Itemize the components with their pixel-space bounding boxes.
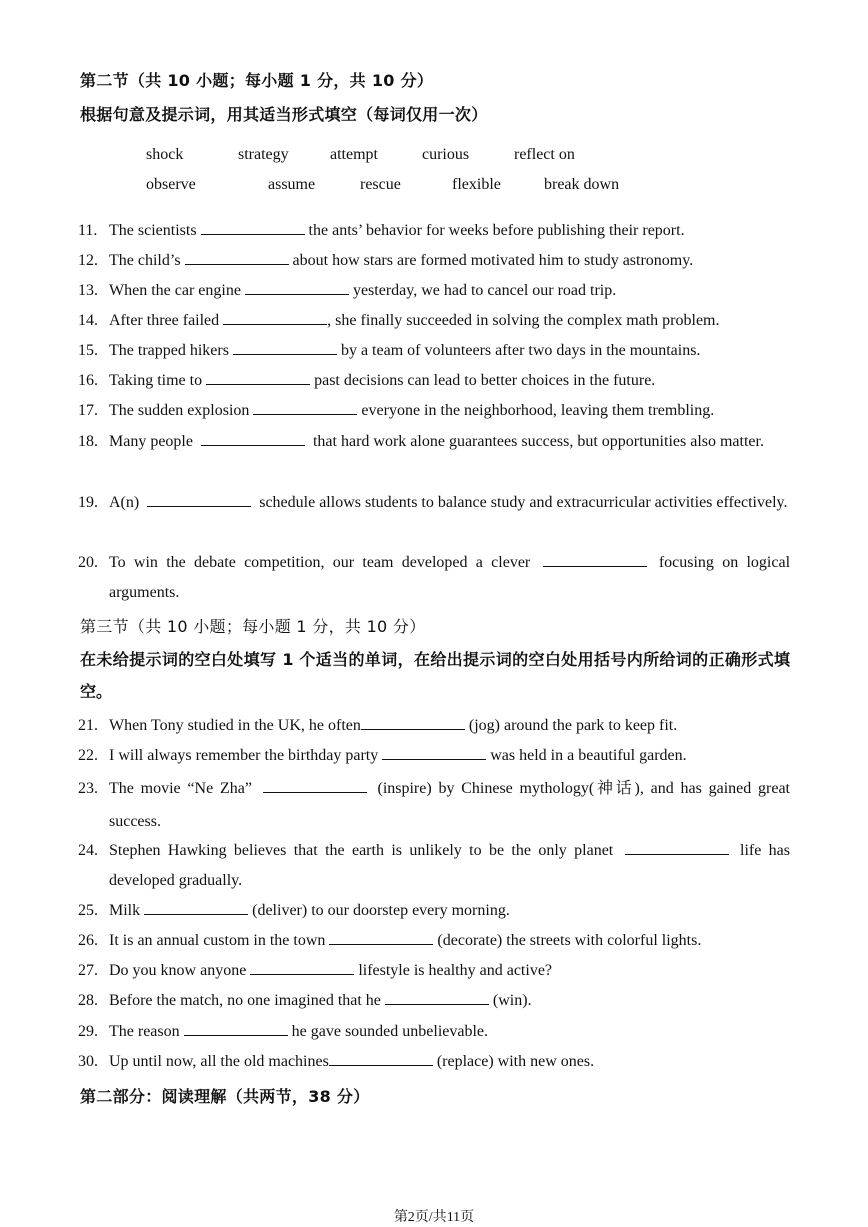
question-number: 21. — [78, 717, 98, 734]
question-text: schedule allows students to balance study and extracurricular activities effectively. — [259, 494, 788, 511]
word-bank-item: strategy — [238, 146, 289, 163]
question-number: 12. — [78, 252, 98, 269]
question-text: yesterday, we had to cancel our road trip. — [352, 282, 617, 299]
question-item — [78, 216, 790, 246]
question-text: I will always remember the birthday party — [109, 747, 379, 764]
question-number: 24. — [78, 842, 98, 859]
answer-blank[interactable] — [382, 745, 486, 760]
question-number: 19. — [78, 494, 98, 511]
question-number: 26. — [78, 932, 98, 949]
question-item — [78, 711, 790, 741]
question-text: he gave sounded unbelievable. — [291, 1023, 489, 1040]
question-item — [78, 488, 790, 518]
answer-blank[interactable] — [329, 930, 433, 945]
section2-heading: 第二节（共 10 小题；每小题 1 分，共 10 分） — [80, 71, 434, 90]
question-number: 30. — [78, 1053, 98, 1070]
question-text: (deliver) to our doorstep every morning. — [252, 902, 510, 919]
question-text: Up until now, all the old machines — [109, 1053, 329, 1070]
question-text: Stephen Hawking believes that the earth is unlikely to be the only planet — [109, 842, 614, 859]
answer-blank[interactable] — [233, 340, 337, 355]
question-item — [78, 336, 790, 366]
word-bank-item: curious — [422, 146, 470, 163]
question-item — [78, 896, 790, 926]
answer-blank[interactable] — [253, 400, 357, 415]
question-text: , she finally succeeded in solving the complex math problem. — [327, 312, 720, 329]
word-bank-item: flexible — [452, 176, 501, 193]
question-number: 27. — [78, 962, 98, 979]
answer-blank[interactable] — [543, 552, 647, 567]
answer-blank[interactable] — [625, 840, 729, 855]
question-number: 22. — [78, 747, 98, 764]
part2-heading: 第二部分：阅读理解（共两节，38 分） — [80, 1087, 370, 1106]
question-text: The scientists — [109, 222, 197, 239]
answer-blank[interactable] — [361, 715, 465, 730]
question-number: 28. — [78, 992, 98, 1009]
answer-blank[interactable] — [245, 280, 349, 295]
question-item — [78, 1047, 790, 1077]
question-text: The trapped hikers — [109, 342, 229, 359]
question-number: 29. — [78, 1023, 98, 1040]
question-number: 13. — [78, 282, 98, 299]
question-text: Many people — [109, 433, 193, 450]
question-number: 16. — [78, 372, 98, 389]
question-text: by a team of volunteers after two days in the mountains. — [340, 342, 701, 359]
page-number: 第2页/共11页 — [393, 1210, 475, 1225]
answer-blank[interactable] — [385, 990, 489, 1005]
question-text: The movie “Ne Zha” — [109, 780, 252, 797]
question-item — [78, 246, 790, 276]
question-item — [78, 741, 790, 771]
question-number: 18. — [78, 433, 98, 450]
word-bank-item: break down — [544, 176, 620, 193]
question-item — [78, 956, 790, 986]
question-item — [78, 926, 790, 956]
answer-blank[interactable] — [250, 960, 354, 975]
question-text: (jog) around the park to keep fit. — [468, 717, 678, 734]
question-text: Milk — [109, 902, 141, 919]
word-bank-item: rescue — [360, 176, 401, 193]
question-text: The reason — [109, 1023, 180, 1040]
question-text: was held in a beautiful garden. — [490, 747, 687, 764]
question-text: The child’s — [109, 252, 181, 269]
question-text: To win the debate competition, our team developed a clever — [109, 554, 531, 571]
section2-instruction: 根据句意及提示词，用其适当形式填空（每词仅用一次） — [80, 105, 488, 124]
question-item — [78, 276, 790, 306]
question-item — [78, 306, 790, 336]
question-text: lifestyle is healthy and active? — [358, 962, 553, 979]
question-number: 17. — [78, 402, 98, 419]
question-text: It is an annual custom in the town — [109, 932, 326, 949]
answer-blank[interactable] — [201, 220, 305, 235]
question-text: the ants’ behavior for weeks before publishing their report. — [308, 222, 685, 239]
question-item — [78, 836, 790, 896]
question-item — [78, 427, 790, 457]
answer-blank[interactable] — [329, 1051, 433, 1066]
question-text: A(n) — [109, 494, 140, 511]
question-text: When Tony studied in the UK, he often — [109, 717, 361, 734]
question-number: 11. — [78, 222, 98, 239]
question-text: everyone in the neighborhood, leaving them trembling. — [361, 402, 715, 419]
question-number: 15. — [78, 342, 98, 359]
question-text: life has developed gradually. — [109, 842, 791, 889]
question-text: When the car engine — [109, 282, 241, 299]
answer-blank[interactable] — [201, 431, 305, 446]
question-text: past decisions can lead to better choices in the future. — [314, 372, 656, 389]
question-item — [78, 396, 790, 426]
question-item — [78, 772, 790, 838]
word-bank-item: observe — [146, 176, 196, 193]
question-text: (inspire) by Chinese mythology(神话), and has gained great success. — [109, 780, 791, 830]
word-bank-item: assume — [268, 176, 316, 193]
answer-blank[interactable] — [144, 900, 248, 915]
question-number: 20. — [78, 554, 98, 571]
question-text: Before the match, no one imagined that he — [109, 992, 381, 1009]
question-text: Taking time to — [109, 372, 203, 389]
section3-heading: 第三节（共 10 小题；每小题 1 分，共 10 分） — [80, 617, 426, 636]
question-item — [78, 1017, 790, 1047]
question-number: 25. — [78, 902, 98, 919]
question-text: Do you know anyone — [109, 962, 247, 979]
question-item — [78, 548, 790, 608]
question-item — [78, 986, 790, 1016]
question-item — [78, 366, 790, 396]
word-bank-item: attempt — [330, 146, 378, 163]
word-bank-item: shock — [146, 146, 184, 163]
answer-blank[interactable] — [206, 370, 310, 385]
question-text: about how stars are formed motivated him to study astronomy. — [292, 252, 694, 269]
question-text: (win). — [492, 992, 532, 1009]
question-text: After three failed — [109, 312, 220, 329]
question-text: The sudden explosion — [109, 402, 250, 419]
question-text: focusing on logical arguments. — [109, 554, 791, 601]
answer-blank[interactable] — [185, 250, 289, 265]
section3-instruction: 在未给提示词的空白处填写 1 个适当的单词，在给出提示词的空白处用括号内所给词的正确形式填空。 — [80, 650, 790, 701]
answer-blank[interactable] — [147, 492, 251, 507]
question-text: that hard work alone guarantees success, but opportunities also matter. — [312, 433, 764, 450]
question-text: (replace) with new ones. — [436, 1053, 595, 1070]
answer-blank[interactable] — [184, 1021, 288, 1036]
question-number: 23. — [78, 780, 98, 797]
answer-blank[interactable] — [263, 778, 367, 793]
question-text: (decorate) the streets with colorful lights. — [437, 932, 702, 949]
word-bank-item: reflect on — [514, 146, 575, 163]
answer-blank[interactable] — [223, 310, 327, 325]
question-number: 14. — [78, 312, 98, 329]
